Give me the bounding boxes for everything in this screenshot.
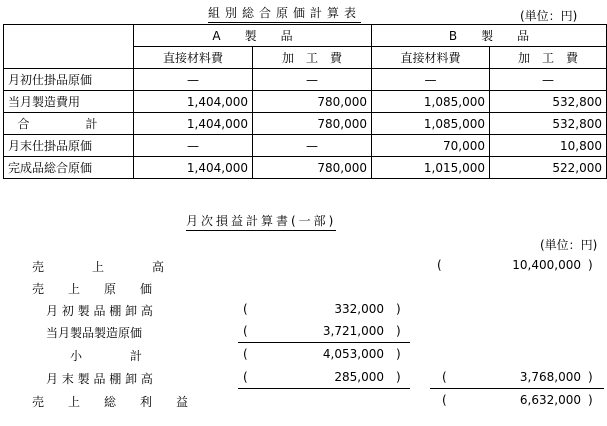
cell-b-direct-material: — bbox=[372, 69, 490, 91]
cogs-total-paren-close: ) bbox=[588, 370, 593, 384]
cost-table-group-header-row bbox=[4, 25, 607, 47]
subtotal-rule-line bbox=[238, 342, 410, 343]
cell-a-processing: — bbox=[253, 135, 372, 157]
table-row bbox=[4, 135, 607, 157]
manufacturing-paren-open: ( bbox=[243, 324, 248, 338]
cell-b-direct-material: 1,085,000 bbox=[372, 91, 490, 113]
row-label: 月初仕掛品原価 bbox=[4, 69, 134, 91]
cell-a-direct-material: — bbox=[134, 69, 253, 91]
cell-a-direct-material: — bbox=[134, 135, 253, 157]
cogs-total-value: 3,768,000 bbox=[519, 370, 581, 384]
cell-b-direct-material: 70,000 bbox=[372, 135, 490, 157]
table-row bbox=[4, 157, 607, 179]
sub-header-b-processing: 加 工 費 bbox=[490, 47, 607, 69]
sales-label: 売 上 高 bbox=[32, 260, 165, 274]
cell-a-direct-material: 1,404,000 bbox=[134, 157, 253, 179]
opening-paren-close: ) bbox=[396, 302, 401, 316]
cell-a-direct-material: 1,404,000 bbox=[134, 113, 253, 135]
closing-paren-close: ) bbox=[396, 370, 401, 384]
row-label: 完成品総合原価 bbox=[4, 157, 134, 179]
income-statement-title: 月次損益計算書(一部) bbox=[186, 212, 336, 231]
cell-a-processing: 780,000 bbox=[253, 91, 372, 113]
cost-table-unit: (単位：円) bbox=[520, 9, 578, 23]
cell-b-processing: 532,800 bbox=[490, 91, 607, 113]
sales-value: 10,400,000 bbox=[512, 258, 581, 272]
subtotal-paren-open: ( bbox=[243, 347, 248, 361]
cell-a-processing: 780,000 bbox=[253, 157, 372, 179]
closing-paren-open: ( bbox=[243, 370, 248, 384]
manufacturing-value: 3,721,000 bbox=[322, 324, 384, 338]
cell-a-processing: 780,000 bbox=[253, 113, 372, 135]
opening-paren-open: ( bbox=[243, 302, 248, 316]
cell-a-direct-material: 1,404,000 bbox=[134, 91, 253, 113]
sub-header-a-direct-material: 直接材料費 bbox=[134, 47, 253, 69]
cell-b-processing: 532,800 bbox=[490, 113, 607, 135]
closing-rule-line bbox=[238, 388, 410, 389]
gross-profit-value: 6,632,000 bbox=[519, 393, 581, 407]
closing-inventory-label: 月 末 製 品 棚 卸 高 bbox=[46, 372, 153, 386]
group-header-a: A 製 品 bbox=[134, 25, 372, 47]
subtotal-paren-close: ) bbox=[396, 347, 401, 361]
cell-b-direct-material: 1,015,000 bbox=[372, 157, 490, 179]
cogs-total-paren-open: ( bbox=[442, 370, 447, 384]
sales-paren-open: ( bbox=[437, 258, 442, 272]
gross-profit-paren-close: ) bbox=[588, 393, 593, 407]
manufacturing-cost-label: 当月製品製造原価 bbox=[46, 326, 143, 340]
sub-header-b-direct-material: 直接材料費 bbox=[372, 47, 490, 69]
cost-table-title: 組別総合原価計算表 bbox=[208, 4, 361, 23]
cell-b-processing: — bbox=[490, 69, 607, 91]
cost-table-corner-cell bbox=[4, 25, 134, 69]
group-header-b: B 製 品 bbox=[372, 25, 607, 47]
gross-profit-label: 売 上 総 利 益 bbox=[32, 395, 189, 409]
cost-table bbox=[3, 24, 607, 179]
cogs-label: 売 上 原 価 bbox=[32, 282, 153, 296]
row-label-total: 合 計 bbox=[4, 113, 134, 135]
opening-value: 332,000 bbox=[334, 302, 384, 316]
cell-b-processing: 10,800 bbox=[490, 135, 607, 157]
cell-b-processing: 522,000 bbox=[490, 157, 607, 179]
opening-inventory-label: 月 初 製 品 棚 卸 高 bbox=[46, 304, 153, 318]
table-row bbox=[4, 113, 607, 135]
table-row bbox=[4, 69, 607, 91]
gross-profit-paren-open: ( bbox=[442, 393, 447, 407]
cell-b-direct-material: 1,085,000 bbox=[372, 113, 490, 135]
row-label: 月末仕掛品原価 bbox=[4, 135, 134, 157]
manufacturing-paren-close: ) bbox=[396, 324, 401, 338]
subtotal-label: 小 計 bbox=[70, 349, 143, 363]
income-statement-unit: (単位：円) bbox=[540, 238, 598, 252]
sales-paren-close: ) bbox=[588, 258, 593, 272]
gross-profit-rule-line bbox=[430, 388, 604, 389]
sub-header-a-processing: 加 工 費 bbox=[253, 47, 372, 69]
closing-value: 285,000 bbox=[334, 370, 384, 384]
table-row bbox=[4, 91, 607, 113]
row-label: 当月製造費用 bbox=[4, 91, 134, 113]
subtotal-value: 4,053,000 bbox=[322, 347, 384, 361]
cell-a-processing: — bbox=[253, 69, 372, 91]
